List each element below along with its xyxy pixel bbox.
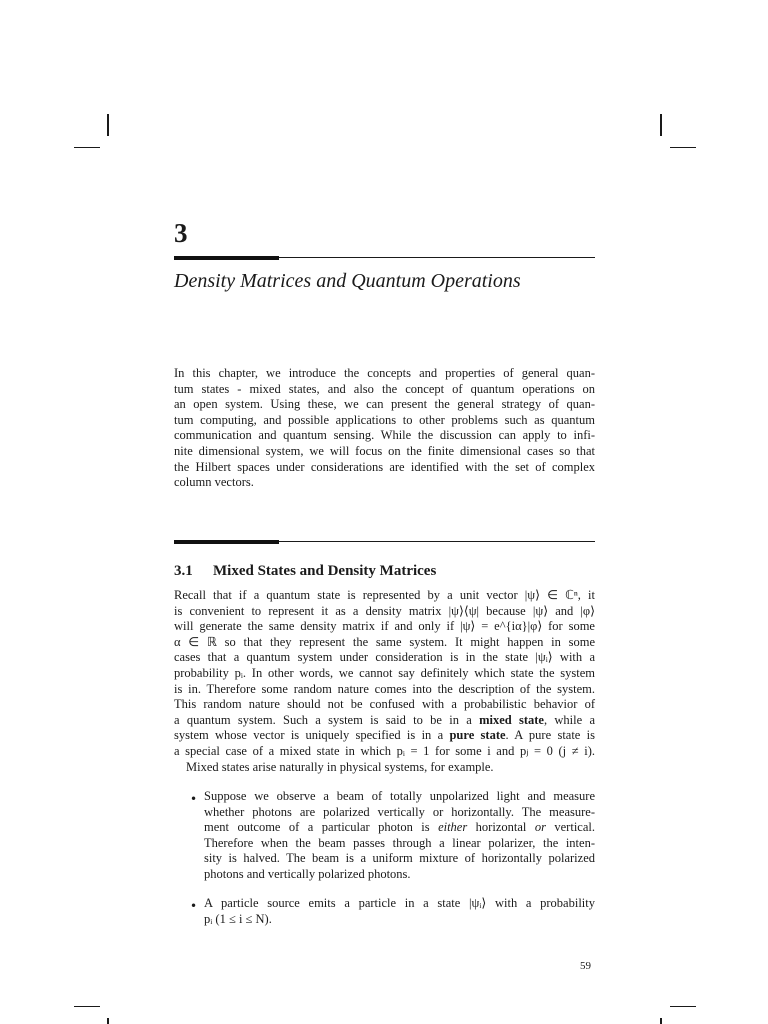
text-line: pᵢ (1 ≤ i ≤ N). — [204, 911, 272, 926]
text-line: will generate the same density matrix if and only if |ψ⟩ = e^{iα}|φ⟩ for some — [174, 619, 595, 634]
text-line: sity is halved. The beam is a uniform mixture of horizontally polarized — [204, 851, 595, 866]
text-line: Mixed states arise naturally in physical systems, for example. — [186, 759, 494, 774]
list-item — [204, 789, 595, 883]
text-line: A particle source emits a particle in a state |ψᵢ⟩ with a probability — [204, 896, 595, 910]
list-item — [204, 896, 595, 927]
crop-mark — [660, 1018, 662, 1024]
text-line: is in. Therefore some random nature comes into the description of the system. — [174, 681, 595, 696]
text-line: photons and vertically polarized photons. — [204, 866, 411, 881]
text-line: Therefore when the beam passes through a linear polarizer, the inten- — [204, 835, 595, 850]
text-line: is convenient to represent it as a density matrix |ψ⟩⟨ψ| because |ψ⟩ and |φ⟩ — [174, 603, 595, 618]
text-segment: a quantum system. Such a system is said to be in a — [174, 712, 480, 727]
intro-paragraph — [174, 366, 595, 491]
section-number: 3.1 — [174, 563, 193, 579]
crop-mark — [107, 1018, 109, 1024]
text-line: cases that a quantum system under consideration is in the state |ψᵢ⟩ with a — [174, 650, 595, 665]
pure-state-term: pure state — [449, 728, 506, 743]
text-segment: , while a — [543, 712, 595, 727]
text-segment: vertical. — [545, 820, 595, 835]
text-line: the Hilbert spaces under considerations are identified with the set of complex — [174, 459, 595, 474]
emphasis: either — [438, 820, 468, 835]
text-line: communication and quantum sensing. While the discussion can apply to infi- — [174, 428, 595, 443]
page-number: 59 — [580, 960, 591, 972]
text-line: Recall that if a quantum state is represented by a unit vector |ψ⟩ ∈ ℂⁿ, it — [174, 588, 595, 602]
text-line: In this chapter, we introduce the concepts and properties of general quan- — [174, 366, 595, 380]
emphasis: or — [534, 820, 546, 835]
text-segment: horizontal — [467, 820, 535, 835]
crop-mark — [74, 1006, 100, 1007]
crop-mark — [74, 147, 100, 148]
text-segment: ment outcome of a particular photon is — [204, 820, 439, 835]
bullet-icon: • — [190, 792, 198, 806]
chapter-title: Density Matrices and Quantum Operations — [174, 270, 521, 292]
text-line: nite dimensional system, we will focus on the finite dimensional cases so that — [174, 443, 595, 458]
text-line: tum computing, and possible applications to other problems such as quantum — [174, 412, 595, 427]
text-line: probability pᵢ. In other words, we cannot say definitely which state the system — [174, 665, 595, 680]
crop-mark — [107, 114, 109, 136]
text-line: This random nature should not be confused with a probabilistic behavior of — [174, 697, 595, 712]
section-paragraph — [174, 588, 595, 775]
text-line — [174, 728, 595, 744]
text-line: Suppose we observe a beam of totally unpolarized light and measure — [204, 789, 595, 803]
crop-mark — [670, 147, 696, 148]
text-line: column vectors. — [174, 475, 254, 490]
bullet-icon: • — [190, 899, 198, 913]
text-segment: system whose vector is uniquely specified is in a — [174, 728, 450, 743]
text-line: whether photons are polarized vertically or horizontally. The measure- — [204, 804, 595, 819]
text-line — [174, 713, 595, 729]
chapter-number: 3 — [174, 218, 188, 248]
section-title: Mixed States and Density Matrices — [213, 563, 437, 579]
text-line — [204, 820, 595, 836]
text-line: an open system. Using these, we can present the general strategy of quan- — [174, 397, 595, 412]
text-line: tum states - mixed states, and also the concept of quantum operations on — [174, 381, 595, 396]
mixed-state-term: mixed state — [479, 712, 544, 727]
crop-mark — [670, 1006, 696, 1007]
section-rule-accent — [174, 540, 279, 544]
crop-mark — [660, 114, 662, 136]
section-heading — [174, 563, 436, 580]
chapter-rule-accent — [174, 256, 279, 260]
text-line: a special case of a mixed state in which pᵢ = 1 for some i and pⱼ = 0 (j ≠ i). — [174, 743, 595, 758]
text-line: α ∈ ℝ so that they represent the same system. It might happen in some — [174, 634, 595, 649]
text-segment: . A pure state is — [505, 728, 596, 743]
